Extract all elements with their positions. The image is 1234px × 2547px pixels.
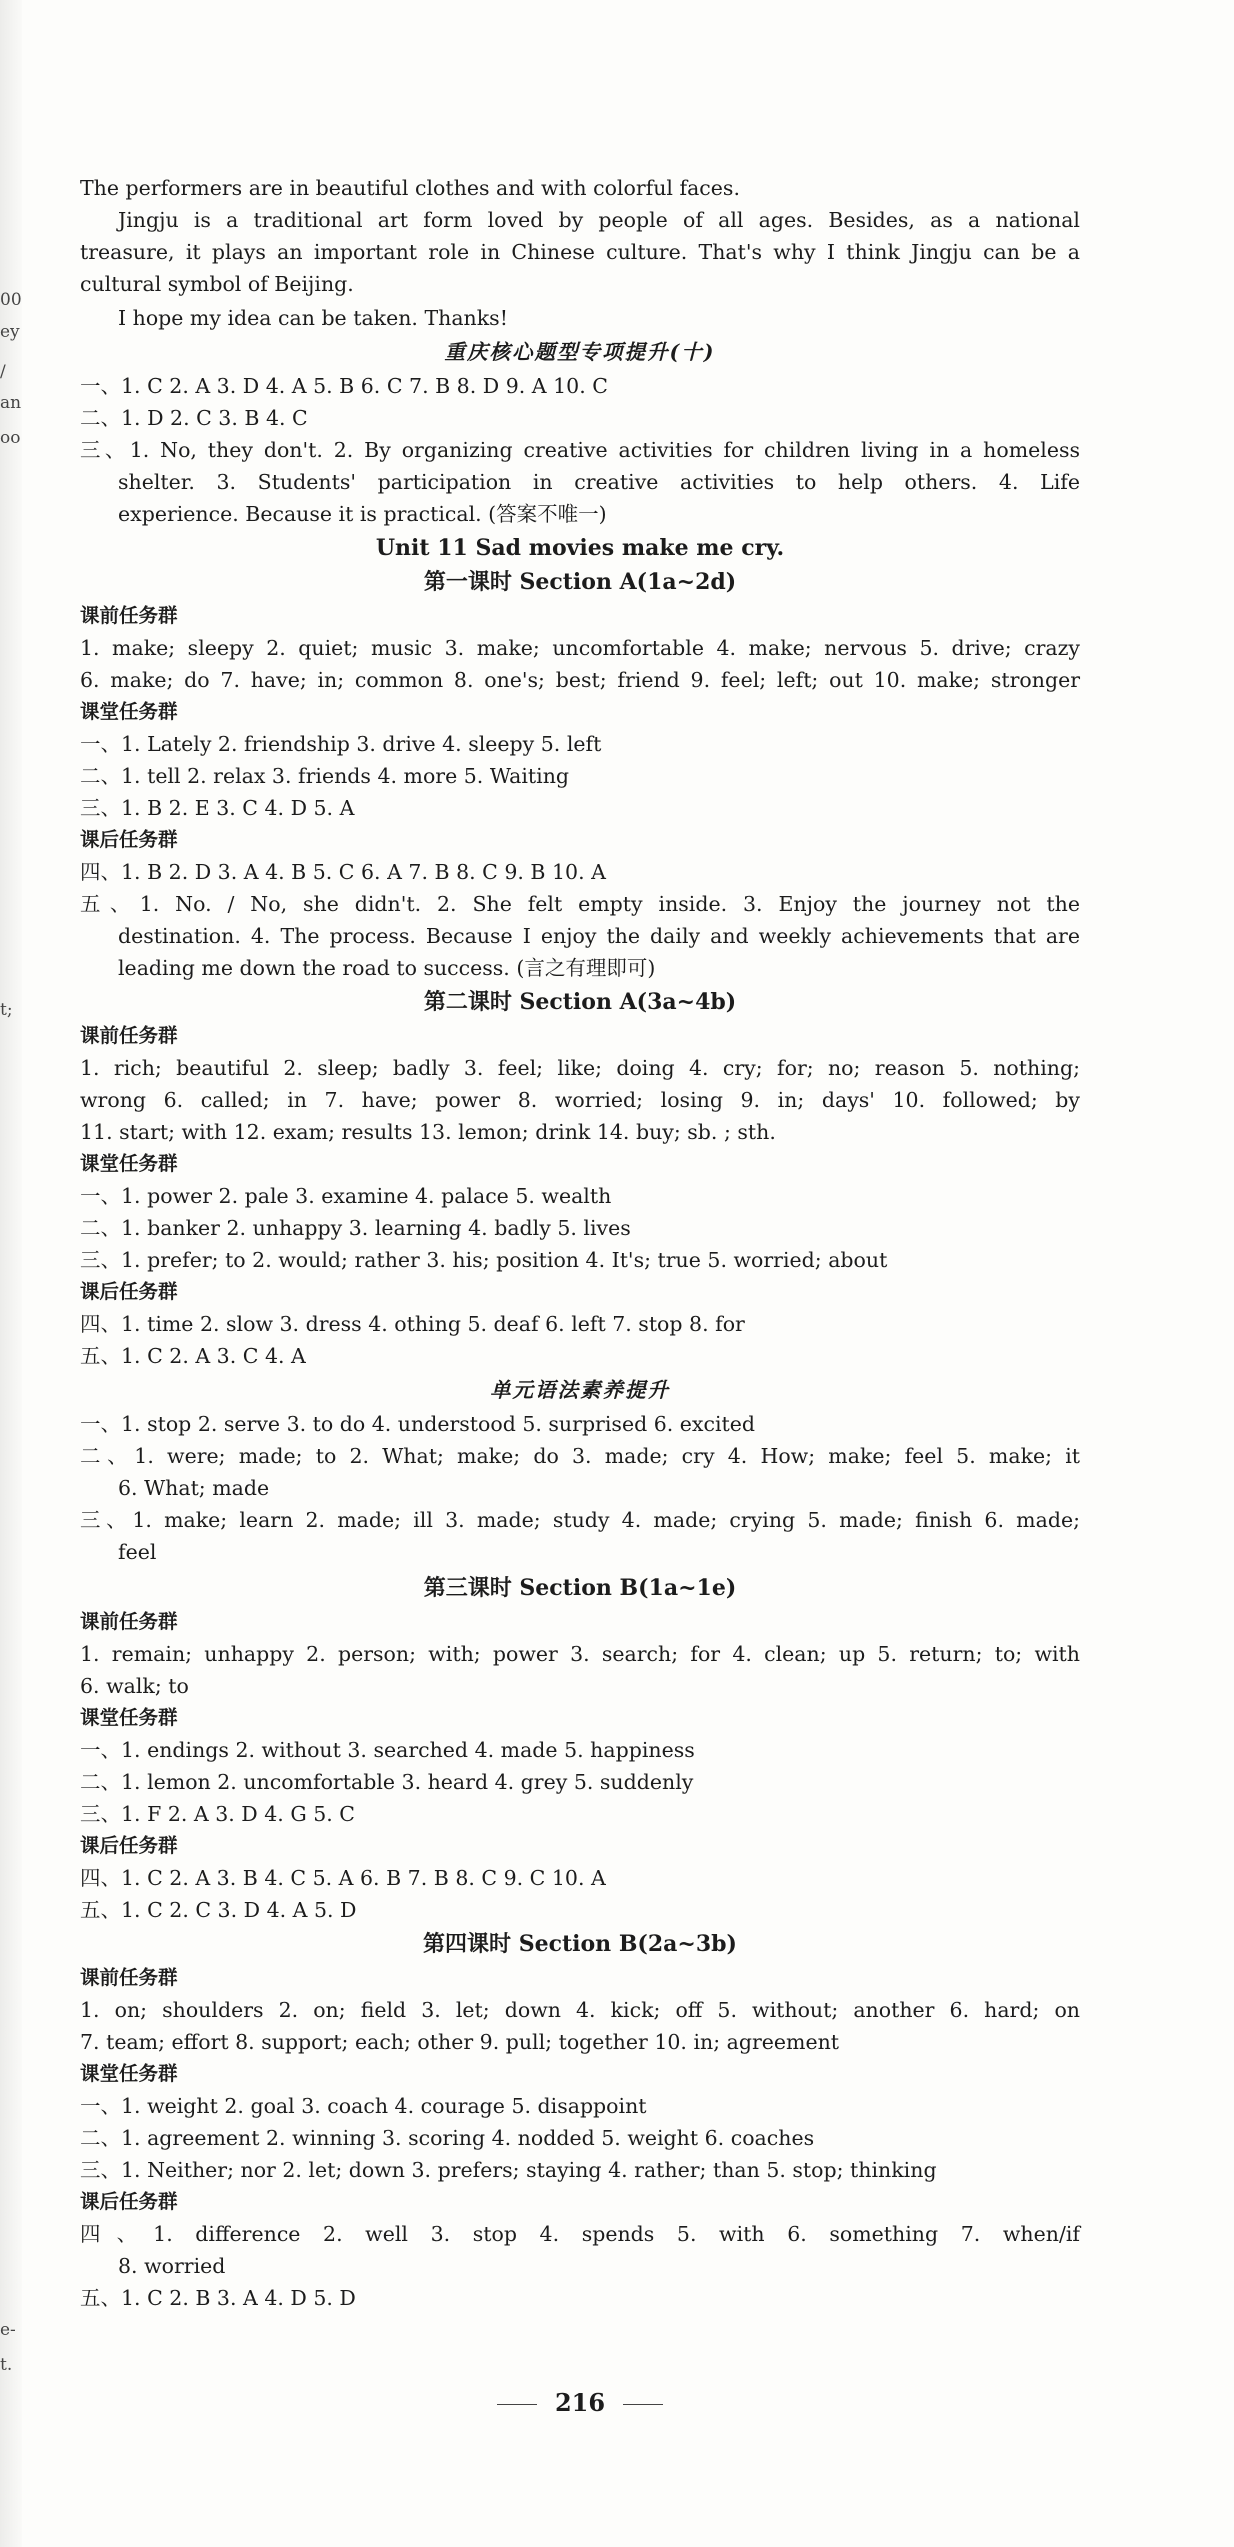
lesson-title: 第二课时 Section A(3a~4b) [423,989,737,1015]
gutter-fragment: / [0,362,6,382]
gutter-fragment: 00 [0,290,22,310]
answer-line: 三、1. B 2. E 3. C 4. D 5. A [80,796,355,820]
answer-line: 二、1. tell 2. relax 3. friends 4. more 5. Waiting [80,764,570,788]
group-label: 课后任务群 [80,1834,178,1857]
answer-line: 四、1. difference 2. well 3. stop 4. spends 5. with 6. something 7. when/if [80,2222,1080,2246]
answer-line: 二、1. agreement 2. winning 3. scoring 4. nodded 5. weight 6. coaches [80,2126,815,2150]
lesson-title: 第四课时 Section B(2a~3b) [423,1931,737,1957]
group-label: 课堂任务群 [80,1706,178,1729]
answer-line: 五、1. C 2. B 3. A 4. D 5. D [80,2286,356,2310]
answer-line: 一、1. weight 2. goal 3. coach 4. courage 5. disappoint [80,2094,647,2118]
answer-line: 四、1. C 2. A 3. B 4. C 5. A 6. B 7. B 8. C 9. C 10. A [80,1866,606,1890]
answer-line: leading me down the road to success. (言之有理即可) [118,956,656,980]
answer-line: 三、1. No, they don't. 2. By organizing creative activities for children living in a homeless [80,438,1080,462]
answer-line: 一、1. endings 2. without 3. searched 4. made 5. happiness [80,1738,695,1762]
gutter-fragment: e- [0,2320,16,2340]
answer-line: 6. walk; to [80,1674,189,1698]
answer-line: 1. make; sleepy 2. quiet; music 3. make; uncomfortable 4. make; nervous 5. drive; crazy [80,636,1080,660]
section-heading: 重庆核心题型专项提升(十) [444,340,716,364]
answer-line: experience. Because it is practical. (答案不唯一) [118,502,607,526]
group-label: 课后任务群 [80,2190,178,2213]
answer-line: 11. start; with 12. exam; results 13. lemon; drink 14. buy; sb. ; sth. [80,1120,776,1144]
answer-line: 1. remain; unhappy 2. person; with; power 3. search; for 4. clean; up 5. return; to; with [80,1642,1080,1666]
lesson-title: 第一课时 Section A(1a~2d) [423,569,737,595]
answer-line: 一、1. stop 2. serve 3. to do 4. understood 5. surprised 6. excited [80,1412,756,1436]
group-label: 课堂任务群 [80,1152,178,1175]
answer-line: 7. team; effort 8. support; each; other 9. pull; together 10. in; agreement [80,2030,840,2054]
answer-line: 二、1. D 2. C 3. B 4. C [80,406,308,430]
answer-line: 五、1. C 2. A 3. C 4. A [80,1344,306,1368]
answer-line: 1. on; shoulders 2. on; field 3. let; down 4. kick; off 5. without; another 6. hard; on [80,1998,1080,2022]
group-label: 课堂任务群 [80,700,178,723]
group-label: 课前任务群 [80,1966,178,1989]
answer-line: 三、1. make; learn 2. made; ill 3. made; study 4. made; crying 5. made; finish 6. made; [80,1508,1080,1532]
intro-line: cultural symbol of Beijing. [80,272,354,296]
facing-page-edge [0,0,22,2547]
answer-line: 三、1. Neither; nor 2. let; down 3. prefers; staying 4. rather; than 5. stop; thinking [80,2158,937,2182]
answer-line: destination. 4. The process. Because I enjoy the daily and weekly achievements that are [118,924,1080,948]
intro-line: treasure, it plays an important role in Chinese culture. That's why I think Jingju can be a [80,240,1080,264]
page-number-rule [623,2404,663,2405]
group-label: 课前任务群 [80,1610,178,1633]
intro-line: Jingju is a traditional art form loved by people of all ages. Besides, as a national [118,208,1080,232]
page-number-rule [497,2404,537,2405]
answer-line: 1. rich; beautiful 2. sleep; badly 3. feel; like; doing 4. cry; for; no; reason 5. nothing; [80,1056,1080,1080]
answer-line: 二、1. lemon 2. uncomfortable 3. heard 4. grey 5. suddenly [80,1770,694,1794]
lesson-title: 第三课时 Section B(1a~1e) [423,1575,737,1601]
answer-line: 五、1. C 2. C 3. D 4. A 5. D [80,1898,357,1922]
answer-line: 一、1. Lately 2. friendship 3. drive 4. sleepy 5. left [80,732,602,756]
answer-line: 五、1. No. / No, she didn't. 2. She felt empty inside. 3. Enjoy the journey not the [80,892,1080,916]
group-label: 课后任务群 [80,828,178,851]
group-label: 课后任务群 [80,1280,178,1303]
group-label: 课前任务群 [80,1024,178,1047]
intro-line: I hope my idea can be taken. Thanks! [118,306,508,330]
answer-line: 三、1. F 2. A 3. D 4. G 5. C [80,1802,355,1826]
answer-line: 二、1. were; made; to 2. What; make; do 3. made; cry 4. How; make; feel 5. make; it [80,1444,1080,1468]
answer-line: wrong 6. called; in 7. have; power 8. worried; losing 9. in; days' 10. followed; by [80,1088,1080,1112]
page-number [80,2388,1080,2417]
answer-line: 四、1. time 2. slow 3. dress 4. othing 5. deaf 6. left 7. stop 8. for [80,1312,745,1336]
gutter-fragment: t. [0,2355,13,2375]
answer-line: 6. make; do 7. have; in; common 8. one's; best; friend 9. feel; left; out 10. make; stronger [80,668,1080,692]
answer-line: 二、1. banker 2. unhappy 3. learning 4. badly 5. lives [80,1216,631,1240]
answer-line: 6. What; made [118,1476,270,1500]
answer-line: 四、1. B 2. D 3. A 4. B 5. C 6. A 7. B 8. C 9. B 10. A [80,860,606,884]
section-heading: 单元语法素养提升 [490,1378,670,1402]
answer-line: feel [118,1540,157,1564]
answer-line: 8. worried [118,2254,226,2278]
group-label: 课堂任务群 [80,2062,178,2085]
gutter-fragment: oo [0,428,21,448]
answer-line: 一、1. C 2. A 3. D 4. A 5. B 6. C 7. B 8. D 9. A 10. C [80,374,608,398]
gutter-fragment: t; [0,1000,13,1020]
unit-title: Unit 11 Sad movies make me cry. [375,535,785,561]
intro-line: The performers are in beautiful clothes and with colorful faces. [80,176,740,200]
page-number-text: 216 [554,2388,606,2417]
gutter-fragment: an [0,393,22,413]
answer-line: 三、1. prefer; to 2. would; rather 3. his; position 4. It's; true 5. worried; about [80,1248,888,1272]
group-label: 课前任务群 [80,604,178,627]
gutter-fragment: ey [0,322,20,342]
answer-line: shelter. 3. Students' participation in creative activities to help others. 4. Life [118,470,1080,494]
answer-line: 一、1. power 2. pale 3. examine 4. palace 5. wealth [80,1184,612,1208]
